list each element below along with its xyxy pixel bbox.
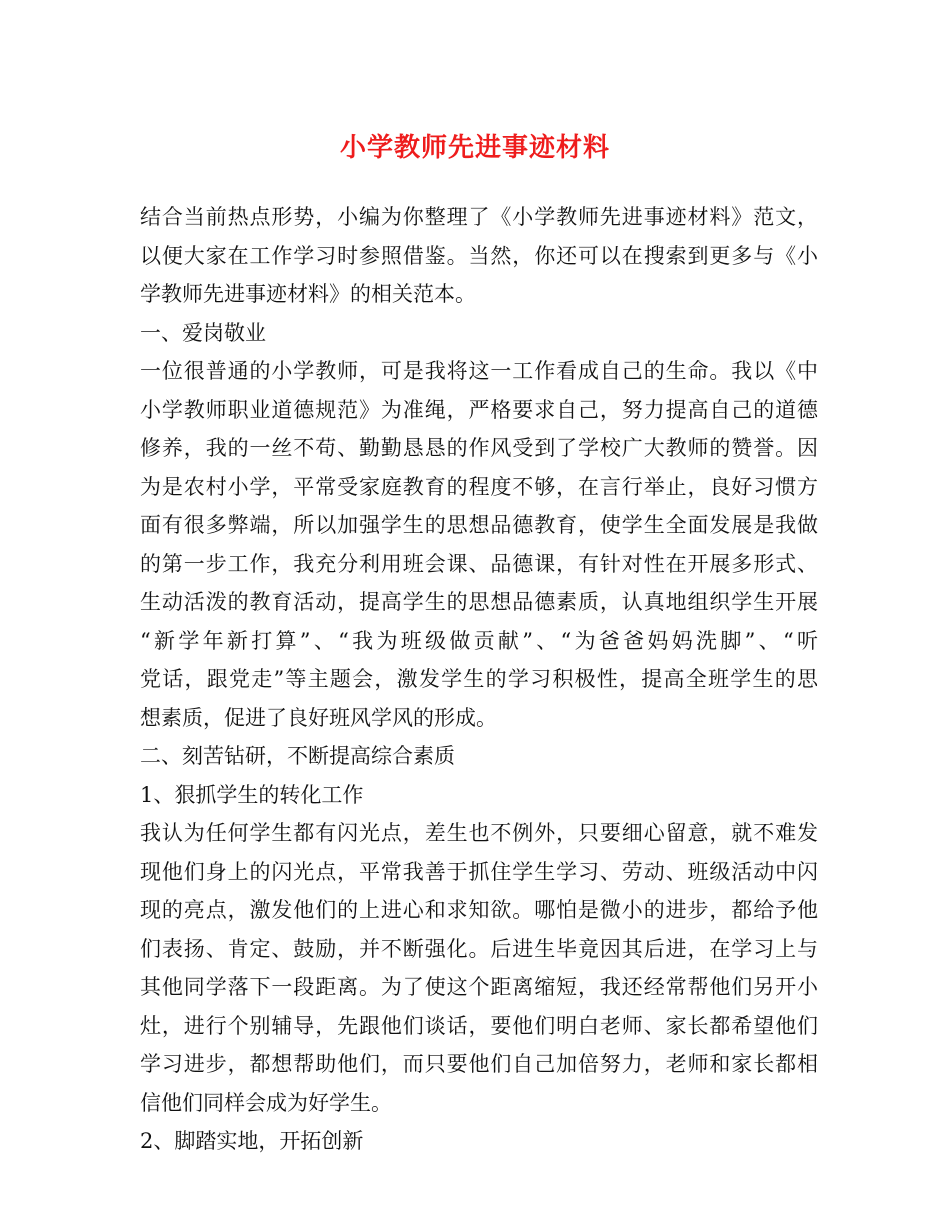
text-line: 结合当前热点形势，小编为你整理了《小学教师先进事迹材料》范文，	[140, 205, 818, 229]
document-body	[140, 198, 818, 1161]
text-line: 们表扬、肯定、鼓励，并不断强化。后进生毕竟因其后进，在学习上与	[140, 936, 818, 961]
text-line: 一位很普通的小学教师，可是我将这一工作看成自己的生命。我以《中	[140, 359, 818, 383]
text-line: 修养，我的一丝不苟、勤勤恳恳的作风受到了学校广大教师的赞誉。因	[140, 436, 818, 460]
text-line: 的第一步工作，我充分利用班会课、品德课，有针对性在开展多形式、	[140, 551, 818, 576]
text-line: 面有很多弊端，所以加强学生的思想品德教育，使学生全面发展是我做	[140, 513, 818, 537]
text-line: 生动活泼的教育活动，提高学生的思想品德素质，认真地组织学生开展	[140, 590, 818, 614]
text-line: 现他们身上的闪光点，平常我善于抓住学生学习、劳动、班级活动中闪	[140, 859, 818, 884]
text-line: 想素质，促进了良好班风学风的形成。	[140, 705, 497, 730]
text-line: 信他们同样会成为好学生。	[140, 1090, 392, 1115]
text-line: 1、狠抓学生的转化工作	[140, 782, 364, 807]
text-line: 2、脚踏实地，开拓创新	[140, 1129, 364, 1153]
text-line: 党话，跟党走”等主题会，激发学生的学习积极性，提高全班学生的思	[140, 667, 818, 691]
text-line: 学教师先进事迹材料》的相关范本。	[140, 282, 476, 306]
text-line: 为是农村小学，平常受家庭教育的程度不够，在言行举止，良好习惯方	[140, 474, 818, 499]
text-line: 二、刻苦钻研，不断提高综合素质	[140, 744, 455, 768]
text-line: 学习进步，都想帮助他们，而只要他们自己加倍努力，老师和家长都相	[140, 1052, 818, 1076]
document-title: 小学教师先进事迹材料	[339, 133, 610, 163]
text-line: 小学教师职业道德规范》为准绳，严格要求自己，努力提高自己的道德	[140, 397, 818, 422]
text-line: 其他同学落下一段距离。为了使这个距离缩短，我还经常帮他们另开小	[140, 975, 818, 999]
text-line: “新学年新打算”、“我为班级做贡献”、“为爸爸妈妈洗脚”、“听	[140, 628, 818, 653]
text-line: 现的亮点，激发他们的上进心和求知欲。哪怕是微小的进步，都给予他	[140, 898, 818, 922]
text-line: 灶，进行个别辅导，先跟他们谈话，要他们明白老师、家长都希望他们	[140, 1013, 818, 1038]
text-line: 我认为任何学生都有闪光点，差生也不例外，只要细心留意，就不难发	[140, 821, 818, 845]
text-line: 以便大家在工作学习时参照借鉴。当然，你还可以在搜索到更多与《小	[140, 243, 818, 268]
text-line: 一、爱岗敬业	[140, 320, 266, 345]
